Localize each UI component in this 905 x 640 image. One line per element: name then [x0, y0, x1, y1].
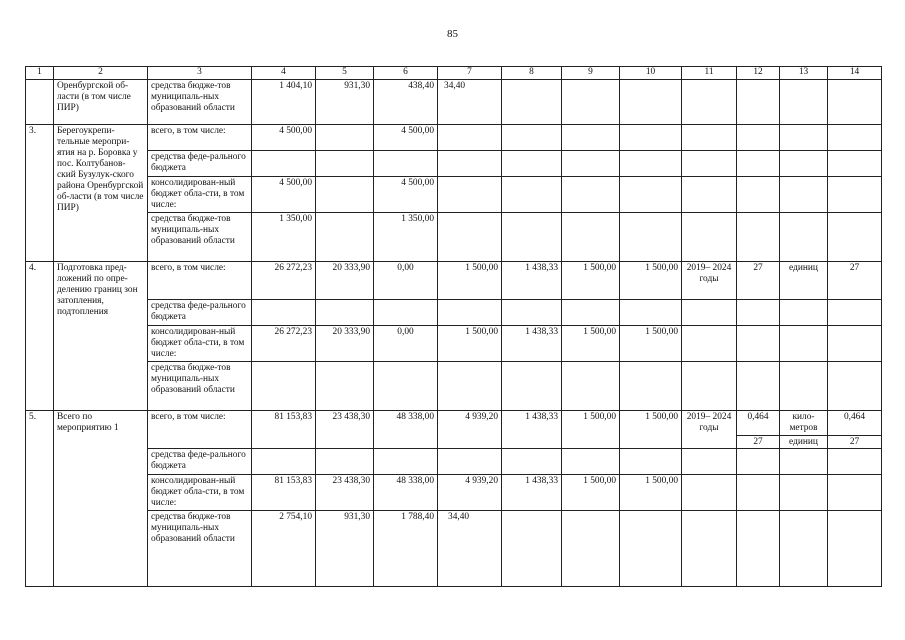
col-header: 14 — [828, 67, 882, 80]
source-label: средства бюдже-тов муниципаль-ных образований области — [148, 511, 252, 587]
cell-value: 26 272,23 — [252, 262, 316, 300]
unit-cell: единиц — [780, 262, 828, 300]
table-row — [26, 511, 882, 587]
cell-value: 1 500,00 — [620, 475, 682, 511]
cell-value: 27 — [828, 262, 882, 300]
cell-value: 4 500,00 — [252, 125, 316, 151]
table-row — [26, 213, 882, 262]
cell-value: 1 500,00 — [438, 326, 502, 362]
cell-value: 27 — [737, 262, 780, 300]
cell-value: 438,40 — [374, 80, 438, 125]
cell-value: 20 333,90 — [316, 262, 374, 300]
row-number: 5. — [26, 411, 54, 587]
cell-value: 0,00 — [374, 326, 438, 362]
period-cell: 2019– 2024 годы — [682, 262, 737, 300]
measure-name: Оренбургской об-ласти (в том числе ПИР) — [54, 80, 148, 125]
table-row — [26, 300, 882, 326]
col-header: 9 — [562, 67, 620, 80]
cell-value: 0,464 — [828, 411, 882, 436]
col-header: 1 — [26, 67, 54, 80]
source-label: всего, в том числе: — [148, 411, 252, 449]
cell-value: 1 350,00 — [252, 213, 316, 262]
source-label: средства феде-рального бюджета — [148, 300, 252, 326]
budget-table — [25, 66, 882, 587]
col-header: 4 — [252, 67, 316, 80]
measure-name: Всего по мероприятию 1 — [54, 411, 148, 587]
source-label: всего, в том числе: — [148, 125, 252, 151]
table-row — [26, 411, 882, 436]
col-header: 6 — [374, 67, 438, 80]
cell-value: 1 500,00 — [620, 411, 682, 449]
cell-value: 1 500,00 — [620, 326, 682, 362]
cell-value: 0,464 — [737, 411, 780, 436]
table-row — [26, 125, 882, 151]
cell-value: 2 754,10 — [252, 511, 316, 587]
source-label: консолидирован-ный бюджет обла-сти, в том числе: — [148, 177, 252, 213]
cell-value: 4 500,00 — [374, 125, 438, 151]
cell-value: 4 500,00 — [374, 177, 438, 213]
table-row — [26, 326, 882, 362]
table-row — [26, 449, 882, 475]
cell-value: 26 272,23 — [252, 326, 316, 362]
col-header: 7 — [438, 67, 502, 80]
table-row — [26, 151, 882, 177]
cell-value: 27 — [828, 436, 882, 449]
source-label: средства бюдже-тов муниципаль-ных образований области — [148, 80, 252, 125]
row-number: 4. — [26, 262, 54, 411]
table-row — [26, 177, 882, 213]
source-label: всего, в том числе: — [148, 262, 252, 300]
col-header: 3 — [148, 67, 252, 80]
cell-value: 48 338,00 — [374, 411, 438, 449]
source-label: средства бюдже-тов муниципаль-ных образований области — [148, 213, 252, 262]
source-label: консолидирован-ный бюджет обла-сти, в том числе: — [148, 326, 252, 362]
cell-value: 4 939,20 — [438, 411, 502, 449]
col-header: 11 — [682, 67, 737, 80]
cell-value: 20 333,90 — [316, 326, 374, 362]
cell-value: 1 500,00 — [620, 262, 682, 300]
cell-value: 4 939,20 — [438, 475, 502, 511]
source-label: средства бюдже-тов муниципаль-ных образований области — [148, 362, 252, 411]
cell-value: 931,30 — [316, 80, 374, 125]
table-row — [26, 475, 882, 511]
cell-value: 1 438,33 — [502, 262, 562, 300]
cell-value: 1 500,00 — [438, 262, 502, 300]
period-cell: 2019– 2024 годы — [682, 411, 737, 449]
cell-value: 931,30 — [316, 511, 374, 587]
row-number: 3. — [26, 125, 54, 262]
cell-value: 4 500,00 — [252, 177, 316, 213]
measure-name: Берегоукрепи-тельные меропри-ятия на р. Боровка у пос. Колтубанов-ский Бузулук-ского района Оренбургской об-ласти (в том числе ПИР) — [54, 125, 148, 262]
unit-cell: единиц — [780, 436, 828, 449]
col-header: 8 — [502, 67, 562, 80]
cell-value: 1 438,33 — [502, 411, 562, 449]
table-row — [26, 362, 882, 411]
cell-value: 1 500,00 — [562, 326, 620, 362]
cell-value: 48 338,00 — [374, 475, 438, 511]
cell-value: 1 438,33 — [502, 475, 562, 511]
table-row — [26, 80, 882, 125]
col-header: 12 — [737, 67, 780, 80]
cell-value: 23 438,30 — [316, 411, 374, 449]
col-header: 13 — [780, 67, 828, 80]
source-label: средства феде-рального бюджета — [148, 151, 252, 177]
col-header: 5 — [316, 67, 374, 80]
cell-value: 1 500,00 — [562, 262, 620, 300]
cell-value: 1 500,00 — [562, 411, 620, 449]
cell-value: 0,00 — [374, 262, 438, 300]
page-number: 85 — [447, 28, 458, 40]
cell-value: 1 350,00 — [374, 213, 438, 262]
table-row — [26, 262, 882, 300]
col-header: 10 — [620, 67, 682, 80]
source-label: консолидирован-ный бюджет обла-сти, в том числе: — [148, 475, 252, 511]
source-label: средства феде-рального бюджета — [148, 449, 252, 475]
cell-value: 23 438,30 — [316, 475, 374, 511]
cell-value: 27 — [737, 436, 780, 449]
cell-value: 81 153,83 — [252, 475, 316, 511]
cell-value: 1 788,40 — [374, 511, 438, 587]
measure-name: Подготовка пред-ложений по опре-делению границ зон затопления, подтопления — [54, 262, 148, 411]
col-header: 2 — [54, 67, 148, 80]
table-header-row — [26, 67, 882, 80]
cell-value: 34,40 — [438, 80, 502, 125]
cell-value: 1 438,33 — [502, 326, 562, 362]
unit-cell: кило-метров — [780, 411, 828, 436]
cell-value: 34,40 — [438, 511, 502, 587]
cell-value: 1 500,00 — [562, 475, 620, 511]
cell-value: 81 153,83 — [252, 411, 316, 449]
cell-value: 1 404,10 — [252, 80, 316, 125]
